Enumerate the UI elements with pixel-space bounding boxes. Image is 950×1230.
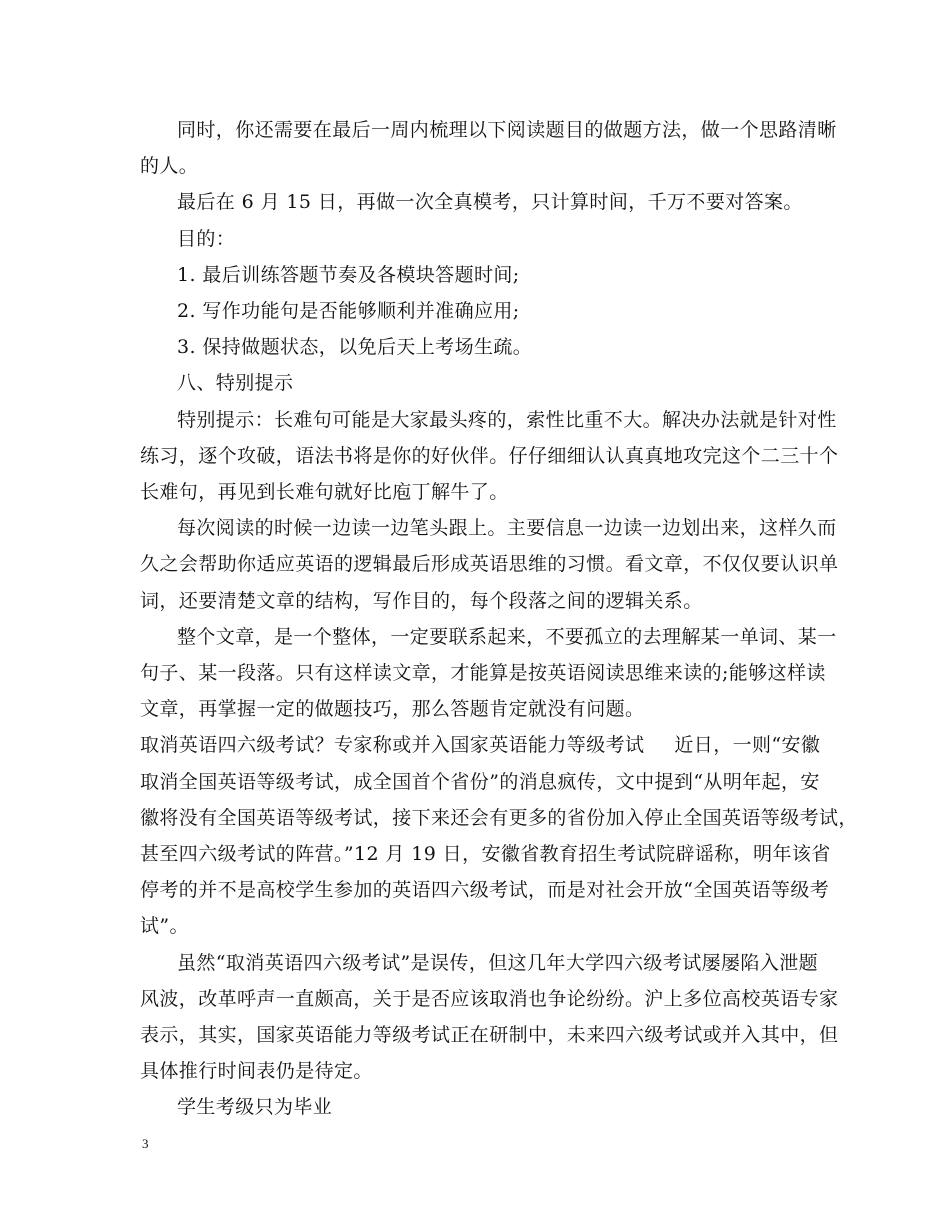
text-line: 长难句，再见到长难句就好比庖丁解牛了。 bbox=[140, 481, 509, 504]
text-line: 每次阅读的时候一边读一边笔头跟上。主要信息一边读一边划出来，这样久而 bbox=[177, 517, 837, 540]
text-line: 词，还要清楚文章的结构，写作目的，每个段落之间的逻辑关系。 bbox=[140, 589, 703, 612]
article-title: 取消英语四六级考试？专家称或并入国家英语能力等级考试 bbox=[140, 734, 645, 757]
list-item: 1. 最后训练答题节奏及各模块答题时间; bbox=[177, 263, 520, 286]
text-line: 练习，逐个攻破，语法书将是你的好伙伴。仔仔细细认认真真地攻完这个二三十个 bbox=[140, 444, 839, 467]
text-line: 取消全国英语等级考试，成全国首个省份”的消息疯传，文中提到“从明年起，安 bbox=[140, 770, 820, 793]
text-line: 目的： bbox=[177, 227, 236, 250]
list-item: 3. 保持做题状态，以免后天上考场生疏。 bbox=[177, 336, 533, 359]
text-line: 特别提示：长难句可能是大家最头疼的，索性比重不大。解决办法就是针对性 bbox=[177, 408, 837, 431]
text-line: 停考的并不是高校学生参加的英语四六级考试，而是对社会开放“全国英语等级考 bbox=[140, 879, 830, 902]
text-line: 风波，改革呼声一直颇高，关于是否应该取消也争论纷纷。沪上多位高校英语专家 bbox=[140, 987, 839, 1010]
text-line: 甚至四六级考试的阵营。”12 月 19 日，安徽省教育招生考试院辟谣称，明年该省 bbox=[140, 843, 831, 866]
text-line: 表示，其实，国家英语能力等级考试正在研制中，未来四六级考试或并入其中，但 bbox=[140, 1024, 839, 1047]
section-heading: 八、特别提示 bbox=[177, 372, 294, 395]
text-line: 久之会帮助你适应英语的逻辑最后形成英语思维的习惯。看文章，不仅仅要认识单 bbox=[140, 553, 839, 576]
article-title-line bbox=[140, 727, 823, 763]
page-number: 3 bbox=[142, 1136, 149, 1151]
subheading: 学生考级只为毕业 bbox=[177, 1096, 333, 1119]
text-line: 文章，再掌握一定的做题技巧，那么答题肯定就没有问题。 bbox=[140, 698, 645, 721]
text-line: 试”。 bbox=[140, 915, 189, 938]
list-item: 2. 写作功能句是否能够顺利并准确应用; bbox=[177, 300, 520, 323]
text-line: 徽将没有全国英语等级考试，接下来还会有更多的省份加入停止全国英语等级考试， bbox=[140, 806, 858, 829]
text-line: 虽然“取消英语四六级考试”是误传，但这几年大学四六级考试屡屡陷入泄题 bbox=[177, 951, 819, 974]
text-line: 的人。 bbox=[140, 155, 199, 178]
text-line: 同时，你还需要在最后一周内梳理以下阅读题目的做题方法，做一个思路清晰 bbox=[177, 119, 837, 141]
article-lead: 近日，一则“安徽 bbox=[674, 734, 821, 757]
text-line: 最后在 6 月 15 日，再做一次全真模考，只计算时间，千万不要对答案。 bbox=[177, 191, 803, 214]
text-line: 整个文章，是一个整体，一定要联系起来，不要孤立的去理解某一单词、某一 bbox=[177, 625, 837, 648]
document-body bbox=[140, 112, 858, 1126]
text-line: 句子、某一段落。只有这样读文章，才能算是按英语阅读思维来读的;能够这样读 bbox=[140, 662, 826, 685]
text-line: 具体推行时间表仍是待定。 bbox=[140, 1060, 373, 1083]
